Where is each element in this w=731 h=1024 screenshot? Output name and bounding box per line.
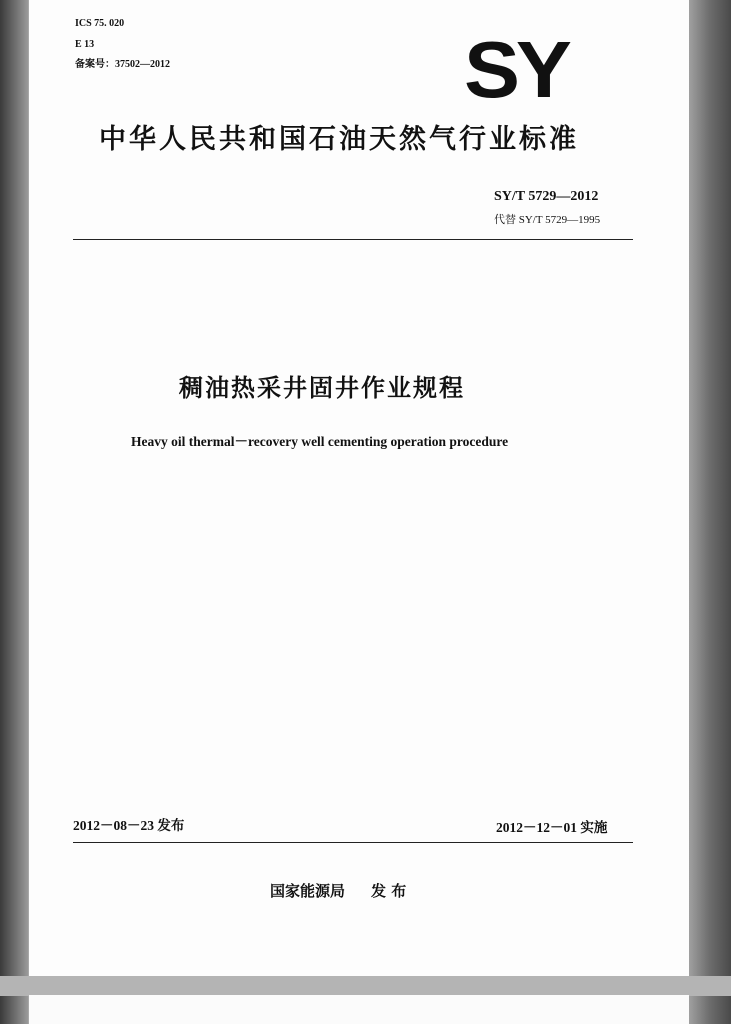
issue-date: 2012－08－23 发布 — [73, 818, 185, 833]
organization-title: 中华人民共和国石油天然气行业标准 — [99, 124, 579, 155]
effective-date: 2012－12－01 实施 — [496, 820, 608, 835]
sy-logo: SY — [464, 25, 568, 114]
ics-code: ICS 75. 020 — [75, 18, 125, 29]
document-page — [29, 0, 689, 976]
document-title-english: Heavy oil thermal－recovery well cementing operation procedure — [131, 434, 509, 449]
standard-number: SY/T 5729—2012 — [494, 189, 599, 204]
classification-code: E 13 — [75, 39, 95, 50]
filing-number: 备案号：37502—2012 — [75, 59, 170, 70]
scan-edge-right — [689, 0, 731, 1024]
footer-divider — [73, 842, 633, 843]
document-title-chinese: 稠油热采井固井作业规程 — [179, 374, 465, 402]
scan-gap — [0, 976, 731, 996]
publisher-name: 国家能源局 — [270, 882, 346, 900]
header-divider — [73, 239, 633, 240]
next-page-edge — [29, 995, 689, 1024]
publisher-action: 发 布 — [371, 882, 407, 900]
publisher-line — [270, 880, 406, 901]
replaces-standard: 代替 SY/T 5729—1995 — [494, 214, 601, 226]
